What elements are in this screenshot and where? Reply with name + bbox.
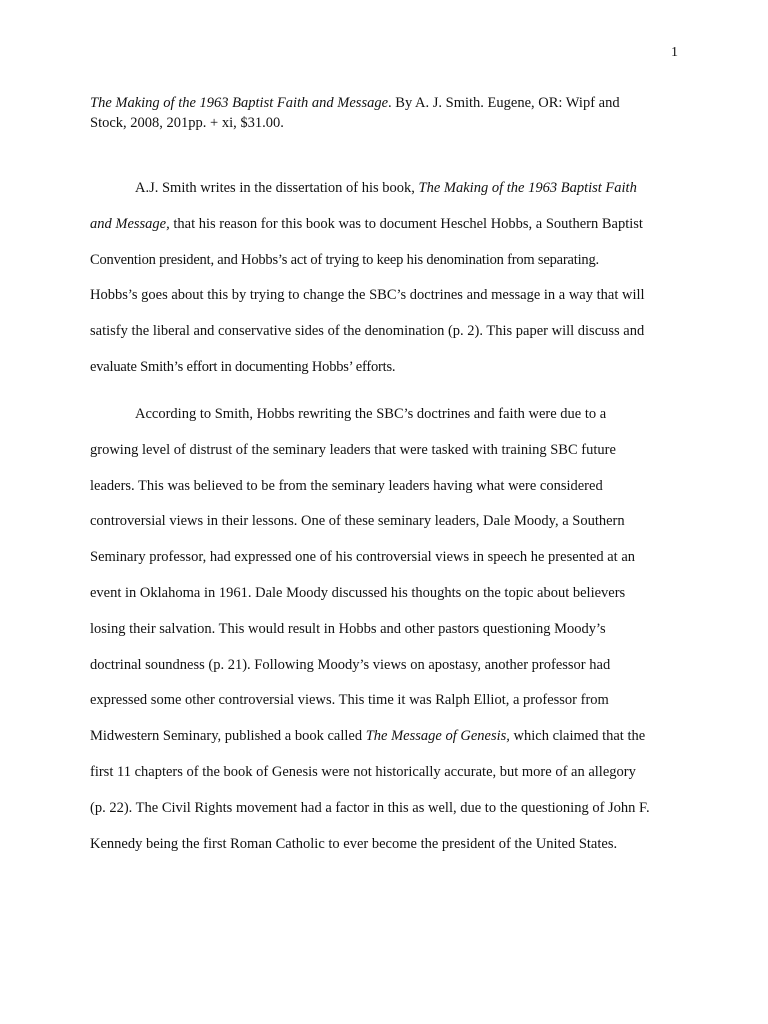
paragraph-2-line: Seminary professor, had expressed one of his controversial views in speech he presented at an xyxy=(90,549,636,566)
book-citation xyxy=(90,93,680,133)
paragraph-2 xyxy=(90,397,680,862)
paragraph-1-line-1-text: A.J. Smith writes in the dissertation of his book, xyxy=(135,180,419,196)
paragraph-1-line: Hobbs’s goes about this by trying to change the SBC’s doctrines and message in a way that will xyxy=(90,287,645,304)
paragraph-2-line: expressed some other controversial views. This time it was Ralph Elliot, a professor from xyxy=(90,692,609,709)
paragraph-1-line: evaluate Smith’s effort in documenting Hobbs’ efforts. xyxy=(90,358,396,375)
paragraph-2-book-title: The Message of Genesis, xyxy=(365,728,510,745)
paragraph-1-line: satisfy the liberal and conservative sides of the denomination (p. 2). This paper will discuss and xyxy=(90,323,645,340)
citation-line-1 xyxy=(90,93,680,113)
paragraph-2-line: controversial views in their lessons. One of these seminary leaders, Dale Moody, a Southern xyxy=(90,513,625,530)
paragraph-2-line: first 11 chapters of the book of Genesis were not historically accurate, but more of an allegory xyxy=(90,763,636,780)
citation-book-title: The Making of the 1963 Baptist Faith and Message xyxy=(90,95,389,111)
page-number: 1 xyxy=(671,45,678,60)
paragraph-2-line: Kennedy being the first Roman Catholic to ever become the president of the United States. xyxy=(90,835,618,852)
paragraph-1-line-2-text: that his reason for this book was to document Heschel Hobbs, a Southern Baptist xyxy=(169,215,643,232)
paragraph-2-line: losing their salvation. This would result in Hobbs and other pastors questioning Moody’s xyxy=(90,620,606,637)
paragraph-2-line: leaders. This was believed to be from the seminary leaders having what were considered xyxy=(90,477,603,494)
paragraph-2-line: (p. 22). The Civil Rights movement had a factor in this as well, due to the questioning of John F. xyxy=(90,799,650,816)
paragraph-2-line: growing level of distrust of the seminary leaders that were tasked with training SBC future xyxy=(90,441,616,458)
paragraph-2-line xyxy=(90,719,680,755)
citation-line-2: Stock, 2008, 201pp. + xi, $31.00. xyxy=(90,115,284,131)
paragraph-2-line: doctrinal soundness (p. 21). Following Moody’s views on apostasy, another professor had xyxy=(90,656,611,673)
paragraph-1-book-title-part1: The Making of the 1963 Baptist Faith xyxy=(418,180,637,196)
paragraph-1-line xyxy=(90,207,680,243)
citation-details: . By A. J. Smith. Eugene, OR: Wipf and xyxy=(388,95,620,111)
paragraph-2-line: According to Smith, Hobbs rewriting the SBC’s doctrines and faith were due to a xyxy=(135,406,607,422)
paragraph-1-line: Convention president, and Hobbs’s act of trying to keep his denomination from separating. xyxy=(90,251,599,268)
paragraph-1 xyxy=(90,171,680,386)
paragraph-2-line-10-end: which claimed that the xyxy=(509,728,646,745)
paragraph-1-book-title-part2: and Message, xyxy=(90,215,170,232)
paragraph-1-line xyxy=(90,171,680,207)
paragraph-2-line-10-text: Midwestern Seminary, published a book called xyxy=(90,728,366,745)
paragraph-2-line: event in Oklahoma in 1961. Dale Moody discussed his thoughts on the topic about believers xyxy=(90,584,626,601)
